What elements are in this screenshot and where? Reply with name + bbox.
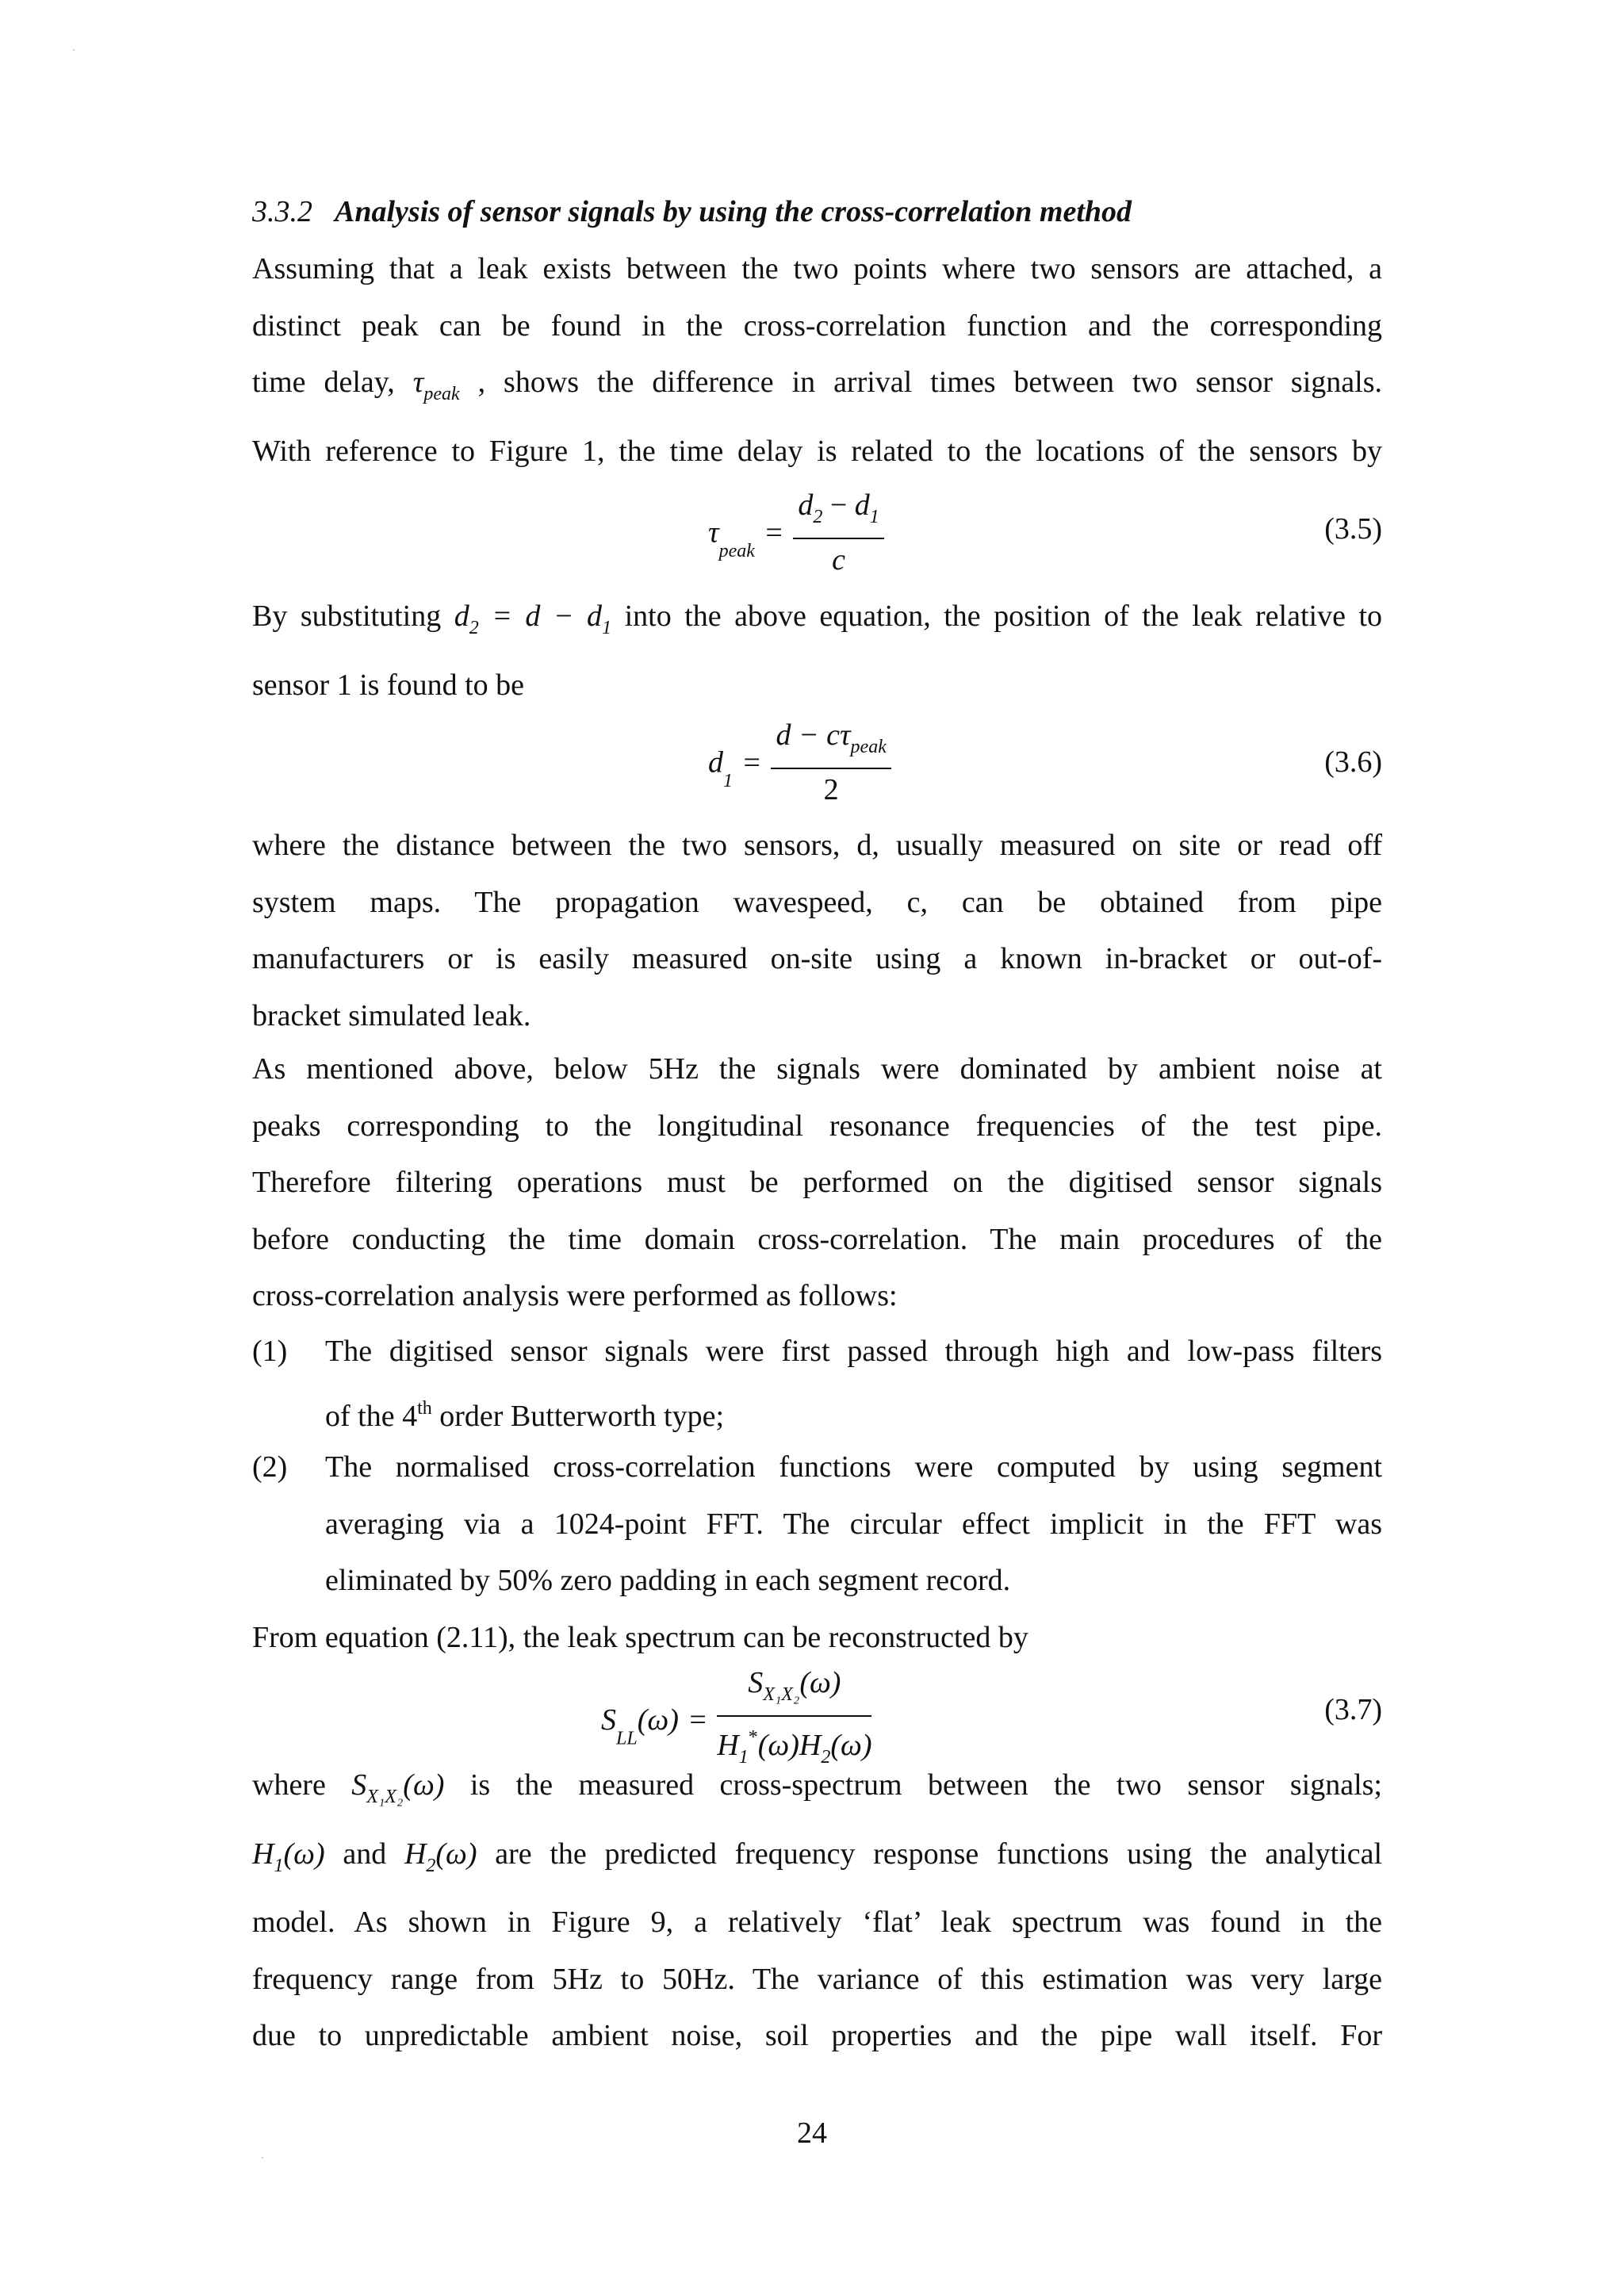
text-line: of the 4th order Butterworth type; (325, 1397, 725, 1433)
text-line: Assuming that a leak exists between the two points where two sensors are attached, a (252, 252, 1382, 285)
fraction: $\frac{d - c\tau_{peak}}{2}$ (771, 718, 891, 807)
text-line: system maps. The propagation wavespeed, c, can be obtained from pipe (252, 885, 1382, 919)
text-line: From equation (2.11), the leak spectrum can be reconstructed by (252, 1621, 1028, 1654)
text-line: before conducting the time domain cross-correlation. The main procedures of the (252, 1222, 1382, 1256)
paragraph-cross-spectrum (252, 1757, 1382, 2065)
text-line: distinct peak can be found in the cross-correlation function and the corresponding (252, 308, 1382, 343)
text-line: By substituting $d_2 = d - d_1$ into the above equation, the position of the leak relative to (252, 599, 1383, 638)
text-line: With reference to Figure 1, the time delay is related to the locations of the sensors by (252, 434, 1382, 468)
paragraph-filtering (252, 1041, 1382, 1325)
equation-3-7: $S_{LL}(\omega)$ = $\frac{S_{X_1X_2}(\omega)}{H_1^*(\omega)H_2(\omega)}$ (3.7) (252, 1665, 1382, 1752)
text-line: where $S_{X_1X_2}(\omega)$ is the measured cross-spectrum between the two sensor signals; (252, 1768, 1382, 1807)
text-line: $H_1(\omega)$ and $H_2(\omega)$ are the predicted frequency response functions using the analytical (252, 1837, 1383, 1876)
equation-label: (3.6) (1324, 745, 1382, 779)
paragraph-intro (252, 241, 1382, 480)
section-heading (252, 184, 1132, 240)
equation-label: (3.7) (1324, 1693, 1382, 1726)
fraction: $\frac{d_2 - d_1}{c}$ (793, 488, 883, 577)
text-line: The digitised sensor signals were first passed through high and low-pass filters (325, 1335, 1382, 1368)
paragraph-spectrum-intro (252, 1610, 1382, 1667)
text-line: manufacturers or is easily measured on-site using a known in-bracket or out-of- (252, 942, 1382, 975)
text-line: averaging via a 1024-point FFT. The circular effect implicit in the FFT was (325, 1507, 1382, 1541)
text-line: due to unpredictable ambient noise, soil properties and the pipe wall itself. For (252, 2019, 1382, 2052)
text-line: cross-correlation analysis were performed as follows: (252, 1279, 898, 1312)
paragraph-distance (252, 818, 1382, 1044)
list-item (252, 1439, 1382, 1610)
text-line: Therefore filtering operations must be performed on the digitised sensor signals (252, 1166, 1382, 1199)
text-line: model. As shown in Figure 9, a relatively ‘flat’ leak spectrum was found in the (252, 1906, 1382, 1939)
equation-label: (3.5) (1324, 512, 1382, 546)
paragraph-substitution (252, 588, 1382, 714)
text-line: frequency range from 5Hz to 50Hz. The variance of this estimation was very large (252, 1962, 1382, 1996)
list-item (252, 1323, 1382, 1445)
equation-3-6: $d_1$ = $\frac{d - c\tau_{peak}}{2}$ (3.6) (708, 718, 1382, 806)
text-line: where the distance between the two sensors, d, usually measured on site or read off (252, 829, 1382, 862)
equation-3-5: $\tau_{peak}$ = $\frac{d_2 - d_1}{c}$ (3.5) (708, 488, 1382, 576)
tau-symbol: τ (412, 366, 424, 399)
text-line: The normalised cross-correlation functions were computed by using segment (325, 1450, 1382, 1484)
scan-speck (73, 49, 75, 51)
page-number: 24 (797, 2116, 827, 2150)
text-line: time delay, $\tau_{peak}$ , shows the difference in arrival times between two sensor signals. (252, 366, 1382, 404)
text-line: sensor 1 is found to be (252, 668, 525, 702)
fraction: $\frac{S_{X_1X_2}(\omega)}{H_1^*(\omega)H_2(\omega)}$ (717, 1666, 872, 1768)
text-line: bracket simulated leak. (252, 998, 531, 1032)
scan-speck (262, 2157, 263, 2159)
list-number: (2) (252, 1450, 288, 1484)
section-title: Analysis of sensor signals by using the cross-correlation method (335, 195, 1132, 228)
text-line: peaks corresponding to the longitudinal resonance frequencies of the test pipe. (252, 1109, 1382, 1143)
list-number: (1) (252, 1335, 288, 1368)
section-number: 3.3.2 (252, 195, 312, 228)
text-line: As mentioned above, below 5Hz the signals were dominated by ambient noise at (252, 1052, 1382, 1086)
text-line: eliminated by 50% zero padding in each segment record. (325, 1564, 1011, 1597)
